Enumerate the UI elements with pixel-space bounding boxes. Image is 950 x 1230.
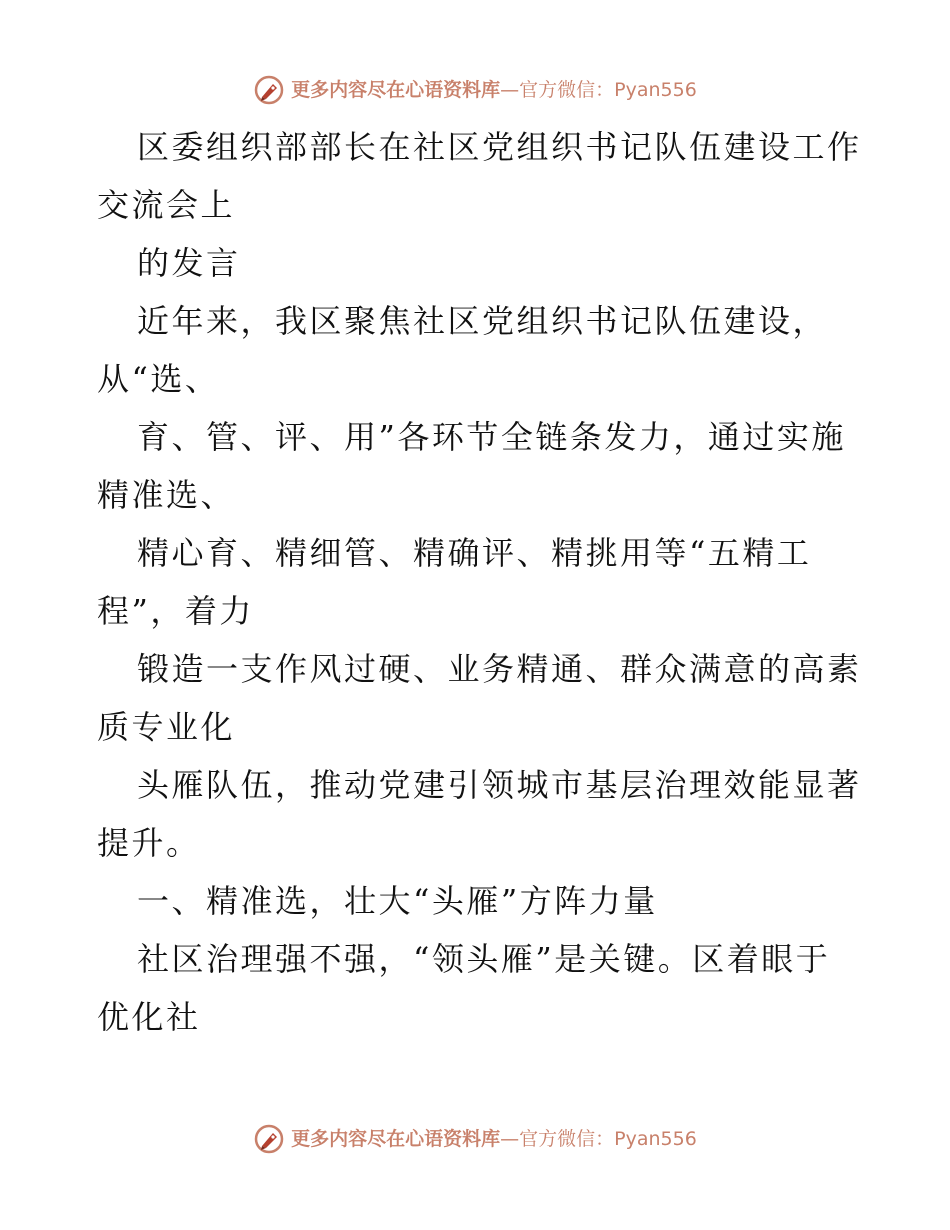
text-line: 质专业化	[97, 708, 236, 746]
text-line: 锻造一支作风过硬、业务精通、群众满意的高素	[137, 650, 862, 688]
pen-nib-logo-icon	[253, 1123, 285, 1155]
text-line: 交流会上	[97, 186, 236, 224]
text-line: 育、管、评、用”各环节全链条发力，通过实施	[137, 418, 846, 456]
footer-watermark	[0, 1119, 950, 1159]
watermark-contact: 官方微信：Pyan556	[519, 78, 697, 101]
watermark-separator: —	[500, 78, 520, 101]
text-line: 区委组织部部长在社区党组织书记队伍建设工作	[137, 128, 862, 166]
watermark-contact: 官方微信：Pyan556	[519, 1127, 697, 1150]
text-line: 一、精准选，壮大“头雁”方阵力量	[137, 882, 658, 920]
watermark-brand: 更多内容尽在心语资料库	[291, 1127, 501, 1150]
text-line: 优化社	[97, 998, 201, 1036]
text-line: 社区治理强不强，“领头雁”是关键。区着眼于	[137, 940, 831, 978]
text-line: 头雁队伍，推动党建引领城市基层治理效能显著	[137, 766, 862, 804]
text-line: 程”，着力	[97, 592, 254, 630]
watermark-separator: —	[500, 1127, 520, 1150]
text-line: 的发言	[137, 244, 241, 282]
watermark-brand: 更多内容尽在心语资料库	[291, 78, 501, 101]
pen-nib-logo-icon	[253, 74, 285, 106]
text-line: 精心育、精细管、精确评、精挑用等“五精工	[137, 534, 812, 572]
text-line: 近年来，我区聚焦社区党组织书记队伍建设，	[137, 302, 828, 340]
document-body	[97, 118, 862, 1046]
text-line: 从“选、	[97, 360, 220, 398]
text-line: 提升。	[97, 824, 201, 862]
header-watermark	[0, 70, 950, 110]
text-line: 精准选、	[97, 476, 236, 514]
